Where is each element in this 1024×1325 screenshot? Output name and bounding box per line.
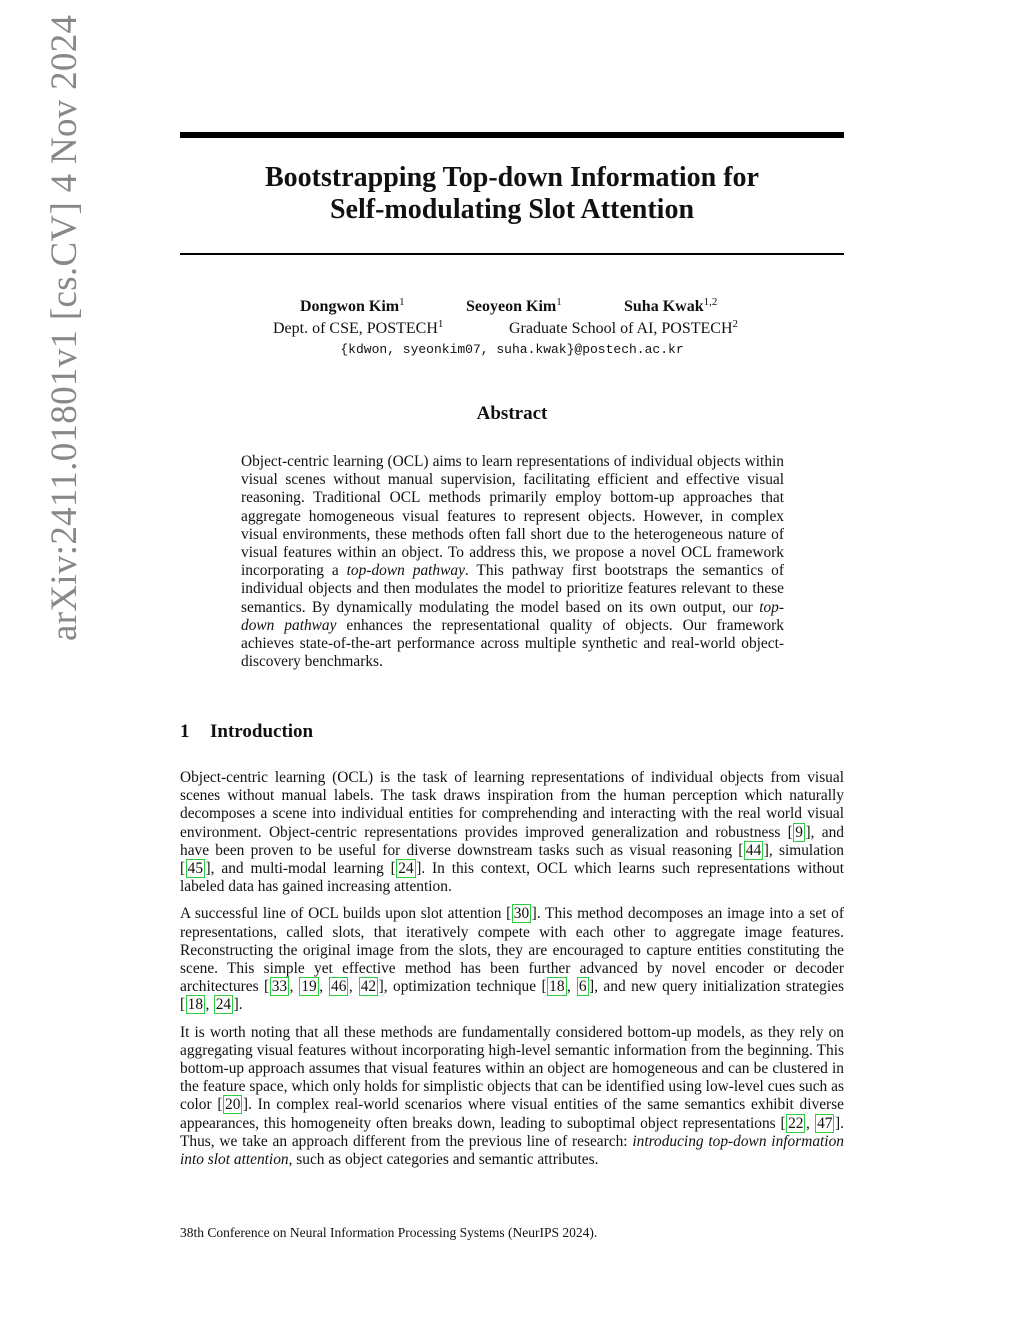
paragraph-1: Object-centric learning (OCL) is the task of learning representations of individual objects from visual scenes without manual labels. The task draws inspiration from the human perception which naturally decomposes a scene into individual entities for comprehending and interacting with the real world visual environment. Object-centric representations provides improved generalization and robustness [ 9 ], and have been proven to be useful for diverse downstream tasks such as visual reasoning [ 44 ], simulation [ 45 ], and multi-modal learning [ 24 ]. In this context, OCL which learns such representations without labeled data has gained increasing attention. xyxy=(180,769,844,896)
citation-link[interactable]: 20 xyxy=(225,1096,241,1114)
citation-link[interactable]: 19 xyxy=(301,978,317,996)
affiliations-row xyxy=(180,320,844,342)
title-top-rule xyxy=(180,132,844,138)
title-bottom-rule xyxy=(180,253,844,255)
author-emails[interactable]: {kdwon, syeonkim07, suha.kwak}@postech.ac.kr xyxy=(340,342,684,357)
section-heading-introduction: 1 Introduction xyxy=(180,721,314,742)
citation-link[interactable]: 24 xyxy=(398,860,414,878)
paragraph-2: A successful line of OCL builds upon slot attention [ 30 ]. This method decomposes an image into a set of representations, called slots, that iteratively compete with each other to aggregate image features. Reconstructing the original image from the slots, they are encouraged to capture entities constituting the scene. This simple yet effective method has been further advanced by novel encoder or decoder architectures [ 33 , 19 , 46 , 42 ], optimization technique [ 18 , 6 ], and new query initialization strategies [ 18 , 24 ]. xyxy=(180,905,844,1014)
citation-link[interactable]: 6 xyxy=(578,978,587,996)
author-1: Dongwon Kim$^1$ xyxy=(300,296,405,315)
author-names-row xyxy=(180,298,844,320)
citation-link[interactable]: 24 xyxy=(215,996,232,1014)
citation-link[interactable]: 18 xyxy=(549,978,565,996)
citation-link[interactable]: 46 xyxy=(331,978,347,996)
arxiv-sidebar-stamp: arXiv:2411.01801v1 [cs.CV] 4 Nov 2024 xyxy=(44,14,85,641)
citation-link[interactable]: 42 xyxy=(360,978,377,996)
citation-link[interactable]: 45 xyxy=(187,860,204,878)
citation-link[interactable]: 47 xyxy=(817,1114,833,1132)
paragraph-3: It is worth noting that all these methods are fundamentally considered bottom-up models, as they rely on aggregating visual features without incorporating high-level semantic information from the beginning. This bottom-up approach assumes that visual features within an object are homogeneous and can be clustered in the feature space, which only holds for simplistic objects that can be identified using low-level cues such as color [ 20 ]. In complex real-world scenarios where visual entities of the same semantics exhibit diverse appearances, this homogeneity often breaks down, leading to suboptimal object representations [ 22 , 47 ]. Thus, we take an approach different from the previous line of research: introducing top-down information into slot attention, such as object categories and semantic attributes. xyxy=(180,1023,844,1169)
author-block xyxy=(180,298,844,342)
conference-footnote: 38th Conference on Neural Information Processing Systems (NeurIPS 2024). xyxy=(180,1225,598,1240)
abstract-text: Object-centric learning (OCL) aims to learn representations of individual objects within visual scenes without manual supervision, facilitating efficient and effective visual reasoning. Traditional OCL methods primarily employ bottom-up approaches that aggregate homogeneous visual features to represent objects. However, in complex visual environments, these methods often fall short due to the heterogeneous nature of visual features within an object. To address this, we propose a novel OCL framework incorporating a top-down pathway. This pathway first bootstraps the semantics of individual objects and then modulates the model to prioritize features relevant to these semantics. By dynamically modulating the model based on its own output, our top-down pathway enhances the representational quality of objects. Our framework achieves state-of-the-art performance across multiple synthetic and real-world object-discovery benchmarks. xyxy=(241,453,785,671)
affiliation-1: Dept. of CSE, POSTECH$^1$ xyxy=(273,318,444,337)
citation-link[interactable]: 22 xyxy=(788,1114,804,1132)
introduction-body xyxy=(180,769,844,1178)
paper-title xyxy=(180,162,844,226)
title-line-2: Self-modulating Slot Attention xyxy=(329,194,695,225)
author-3: Suha Kwak$^{1,2}$ xyxy=(624,296,718,315)
citation-link[interactable]: 33 xyxy=(271,978,288,996)
citation-link[interactable]: 18 xyxy=(187,996,204,1014)
citation-link[interactable]: 9 xyxy=(795,823,803,841)
title-line-1: Bootstrapping Top-down Information for xyxy=(265,162,759,193)
citation-link[interactable]: 30 xyxy=(513,905,530,923)
abstract-heading: Abstract xyxy=(476,403,548,424)
citation-link[interactable]: 44 xyxy=(745,841,762,859)
affiliation-2: Graduate School of AI, POSTECH$^2$ xyxy=(509,318,739,337)
author-2: Seoyeon Kim$^1$ xyxy=(466,296,562,315)
